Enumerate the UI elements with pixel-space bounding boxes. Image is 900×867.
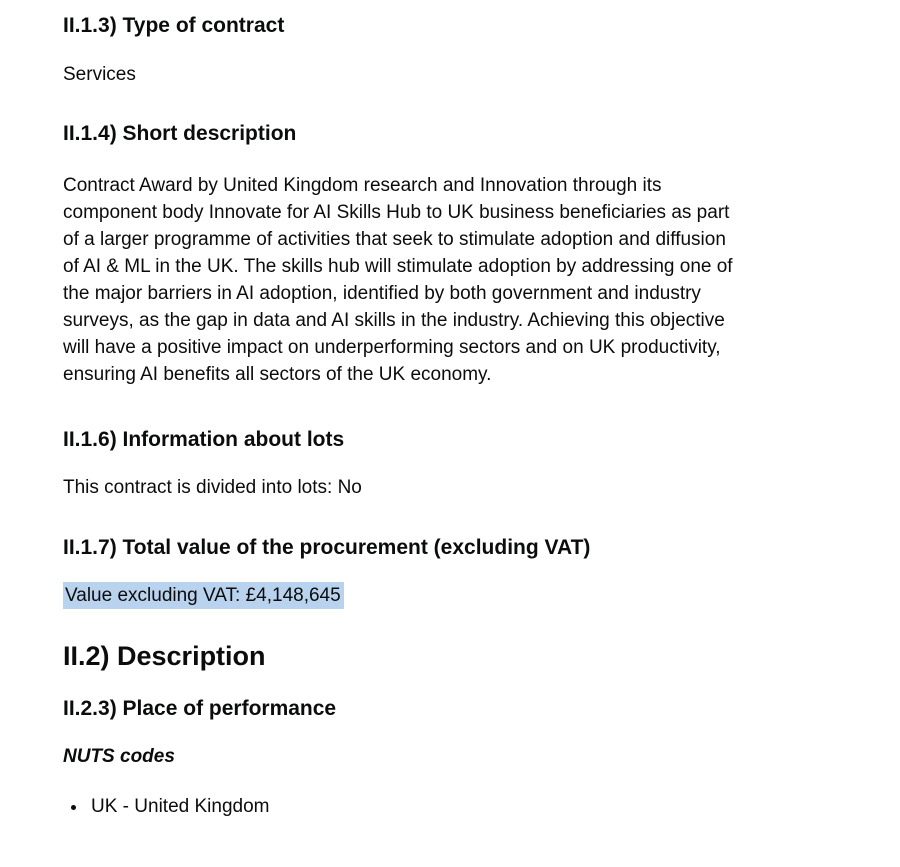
section-type-of-contract <box>63 14 737 86</box>
type-of-contract-value: Services <box>63 64 136 85</box>
heading-description: II.2) Description <box>63 641 266 671</box>
section-short-description <box>63 122 737 388</box>
heading-information-about-lots: II.1.6) Information about lots <box>63 428 345 451</box>
heading-total-value: II.1.7) Total value of the procurement (excluding VAT) <box>63 536 591 559</box>
nuts-codes-list <box>63 795 737 818</box>
section-place-of-performance <box>63 697 737 818</box>
nuts-codes-subheading: NUTS codes <box>63 746 175 767</box>
heading-type-of-contract: II.1.3) Type of contract <box>63 14 285 37</box>
short-description-text: Contract Award by United Kingdom research and Innovation through its component body Innovate for AI Skills Hub to UK business beneficiaries as part of a larger programme of activities that seek to stimulate adoption and diffusion of AI & ML in the UK. The skills hub will stimulate adoption by addressing one of the major barriers in AI adoption, identified by both government and industry surveys, as the gap in data and AI skills in the industry. Achieving this objective will have a positive impact on underperforming sectors and on UK productivity, ensuring AI benefits all sectors of the UK economy. <box>63 175 733 385</box>
contract-notice-content <box>63 14 737 818</box>
lots-division-statement: This contract is divided into lots: No <box>63 477 362 498</box>
section-description <box>63 641 737 672</box>
heading-place-of-performance: II.2.3) Place of performance <box>63 697 337 720</box>
section-total-value <box>63 536 737 610</box>
nuts-code-item: • UK - United Kingdom <box>88 795 737 818</box>
section-information-about-lots <box>63 428 737 499</box>
selected-text-value-excluding-vat: Value excluding VAT: £4,148,645 <box>63 582 344 609</box>
heading-short-description: II.1.4) Short description <box>63 122 297 145</box>
total-value-line <box>63 582 737 610</box>
